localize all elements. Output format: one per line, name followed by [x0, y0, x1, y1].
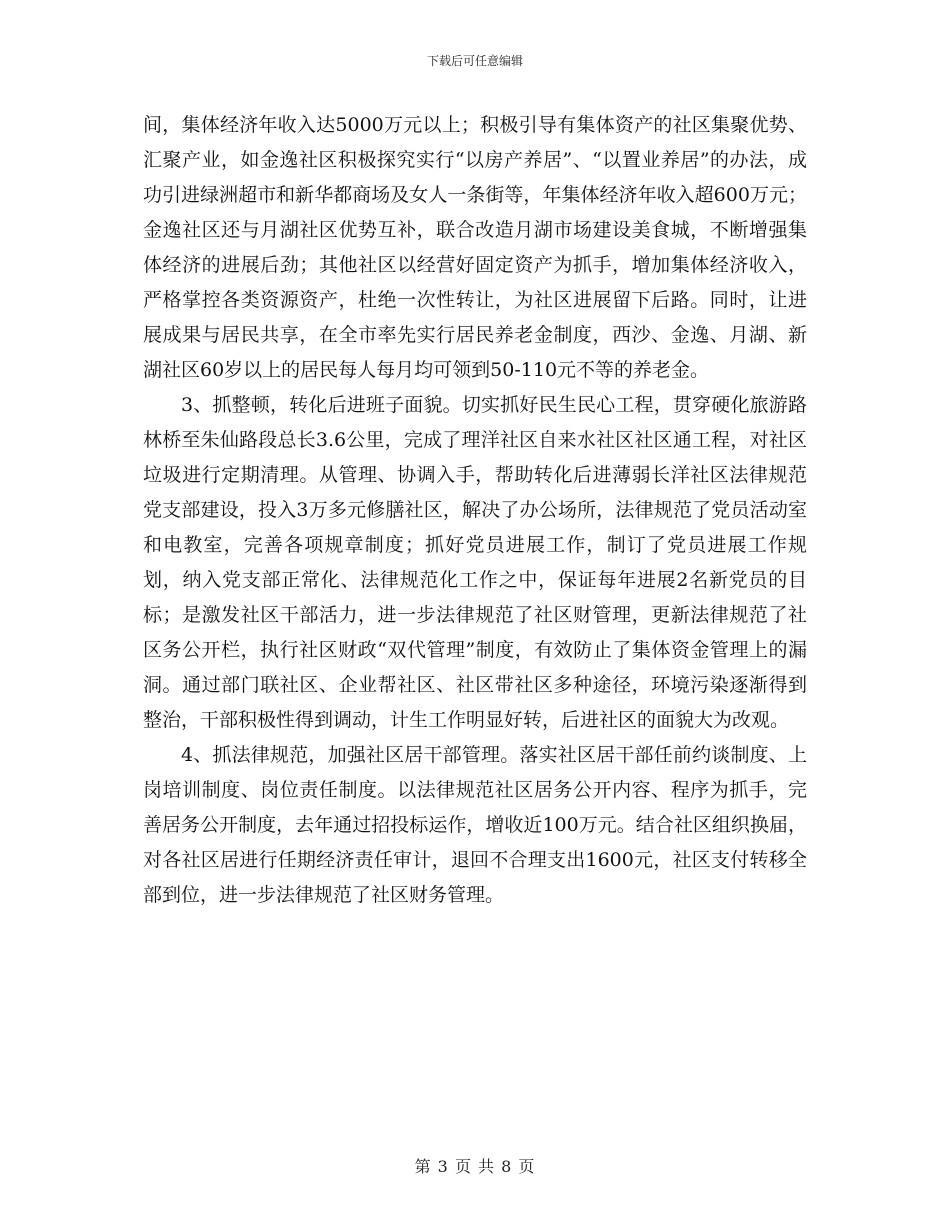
document-body: [143, 108, 807, 913]
paragraph-item-3: 3、抓整顿，转化后进班子面貌。切实抓好民生民心工程，贯穿硬化旅游路林桥至朱仙路段总长3.6公里，完成了理洋社区自来水社区社区通工程，对社区垃圾进行定期清理。从管理、协调入手，帮助转化后进薄弱长洋社区法律规范党支部建设，投入3万多元修膳社区，解决了办公场所，法律规范了党员活动室和电教室，完善各项规章制度；抓好党员进展工作，制订了党员进展工作规划，纳入党支部正常化、法律规范化工作之中，保证每年进展2名新党员的目标；是激发社区干部活力，进一步法律规范了社区财管理，更新法律规范了社区务公开栏，执行社区财政“双代管理”制度，有效防止了集体资金管理上的漏洞。通过部门联社区、企业帮社区、社区带社区多种途径，环境污染逐渐得到整治，干部积极性得到调动，计生工作明显好转，后进社区的面貌大为改观。: [143, 394, 807, 731]
paragraph-item-4: 4、抓法律规范，加强社区居干部管理。落实社区居干部任前约谈制度、上岗培训制度、岗位责任制度。以法律规范社区居务公开内容、程序为抓手，完善居务公开制度，去年通过招投标运作，增收近100万元。结合社区组织换届，对各社区居进行任期经济责任审计，退回不合理支出1600元，社区支付转移全部到位，进一步法律规范了社区财务管理。: [143, 744, 807, 906]
paragraph-continuation: 间，集体经济年收入达5000万元以上；积极引导有集体资产的社区集聚优势、汇聚产业，如金逸社区积极探究实行“以房产养居”、“以置业养居”的办法，成功引进绿洲超市和新华都商场及女人一条街等，年集体经济年收入超600万元；金逸社区还与月湖社区优势互补，联合改造月湖市场建设美食城，不断增强集体经济的进展后劲；其他社区以经营好固定资产为抓手，增加集体经济收入，严格掌控各类资源资产，杜绝一次性转让，为社区进展留下后路。同时，让进展成果与居民共享，在全市率先实行居民养老金制度，西沙、金逸、月湖、新湖社区60岁以上的居民每人每月均可领到50-110元不等的养老金。: [143, 114, 807, 381]
page-number: 第 3 页 共 8 页: [414, 1157, 536, 1176]
page-header-note: 下载后可任意编辑: [426, 54, 523, 68]
